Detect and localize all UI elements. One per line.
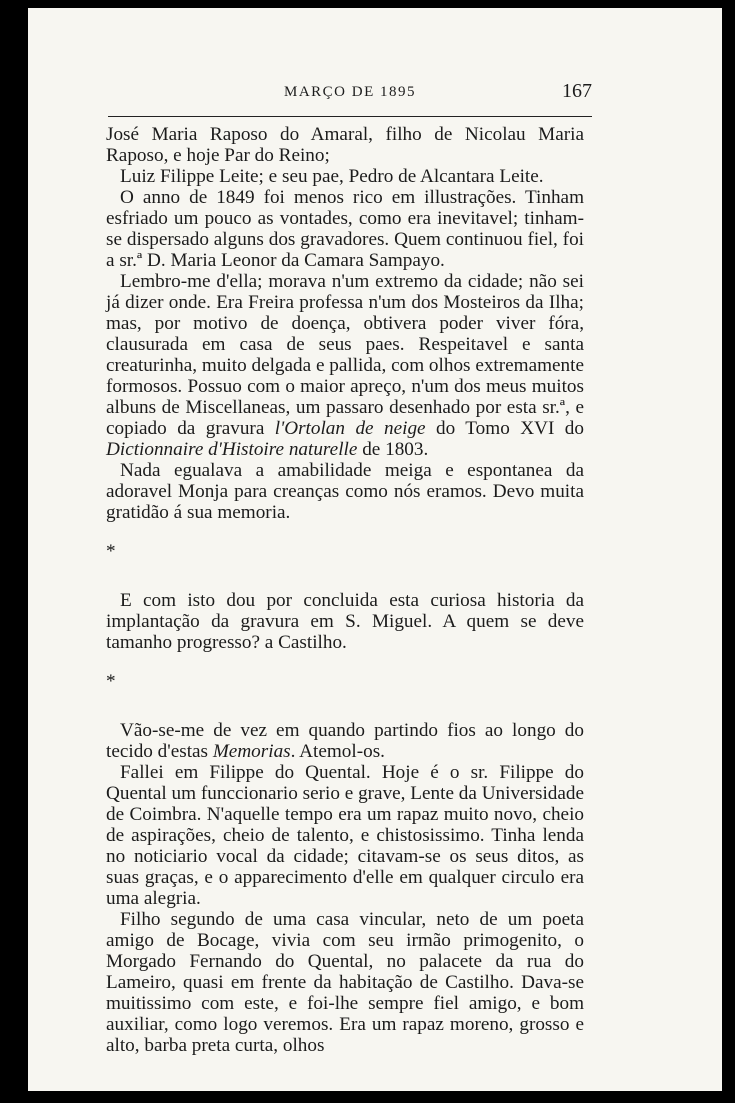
paragraph-3: O anno de 1849 foi menos rico em illustrações. Tinham esfriado um pouco as vontades, como era inevitavel; tinham-se dispersado alguns dos gravadores. Quem continuou fiel, foi a sr.ª D. Maria Leonor da Camara Sampayo. — [106, 187, 584, 271]
paragraph-2: Luiz Filippe Leite; e seu pae, Pedro de Alcantara Leite. — [120, 166, 544, 187]
paragraph-4: Lembro-me d'ella; morava n'um extremo da cidade; não sei já dizer onde. Era Freira professa n'um dos Mosteiros da Ilha; mas, por motivo de doença, obtivera poder viver fóra, clausurada em casa de seus paes. Respeitavel e santa creaturinha, muito delgada e pallida, com olhos extremamente formosos. Possuo com o maior apreço, n'um dos meus muitos albuns de Miscellaneas, um passaro desenhado por esta sr.ª, e copiado da gravura l'Ortolan de neige do Tomo XVI do Dictionnaire d'Histoire naturelle de 1803. — [106, 271, 584, 460]
italic-title-ortolan: l'Ortolan de neige — [274, 418, 426, 439]
paragraph-7: Vão-se-me de vez em quando partindo fios ao longo do tecido d'estas Memorias. Atemol-os. — [106, 720, 584, 762]
page-body — [106, 124, 584, 1056]
section-separator-2: * — [106, 671, 116, 692]
paragraph-8: Fallei em Filippe do Quental. Hoje é o sr. Filippe do Quental um funccionario serio e grave, Lente da Universidade de Coimbra. N'aquelle tempo era um rapaz muito novo, cheio de aspirações, cheio de talento, e chistosissimo. Tinha lenda no noticiario vocal da cidade; citavam-se os seus ditos, as suas graças, e o apparecimento d'elle em qualquer circulo era uma alegria. — [106, 762, 584, 909]
book-page — [28, 8, 722, 1091]
running-title: MARÇO DE 1895 — [283, 84, 416, 100]
italic-title-dictionnaire: Dictionnaire d'Histoire naturelle — [106, 439, 358, 460]
section-separator-1: * — [106, 541, 116, 562]
page-number: 167 — [562, 80, 592, 102]
paragraph-1: José Maria Raposo do Amaral, filho de Nicolau Maria Raposo, e hoje Par do Reino; — [106, 124, 584, 166]
page-header — [108, 80, 592, 117]
italic-memorias: Memorias — [212, 741, 291, 762]
paragraph-5: Nada egualava a amabilidade meiga e espontanea da adoravel Monja para creanças como nós eramos. Devo muita gratidão á sua memoria. — [106, 460, 584, 523]
paragraph-9: Filho segundo de uma casa vincular, neto de um poeta amigo de Bocage, vivia com seu irmão primogenito, o Morgado Fernando do Quental, no palacete da rua do Lameiro, quasi em frente da habitação de Castilho. Dava-se muitissimo com este, e foi-lhe sempre fiel amigo, e bom auxiliar, como logo veremos. Era um rapaz moreno, grosso e alto, barba preta curta, olhos — [106, 909, 584, 1056]
paragraph-6: E com isto dou por concluida esta curiosa historia da implantação da gravura em S. Miguel. A quem se deve tamanho progresso? a Castilho. — [106, 590, 584, 653]
